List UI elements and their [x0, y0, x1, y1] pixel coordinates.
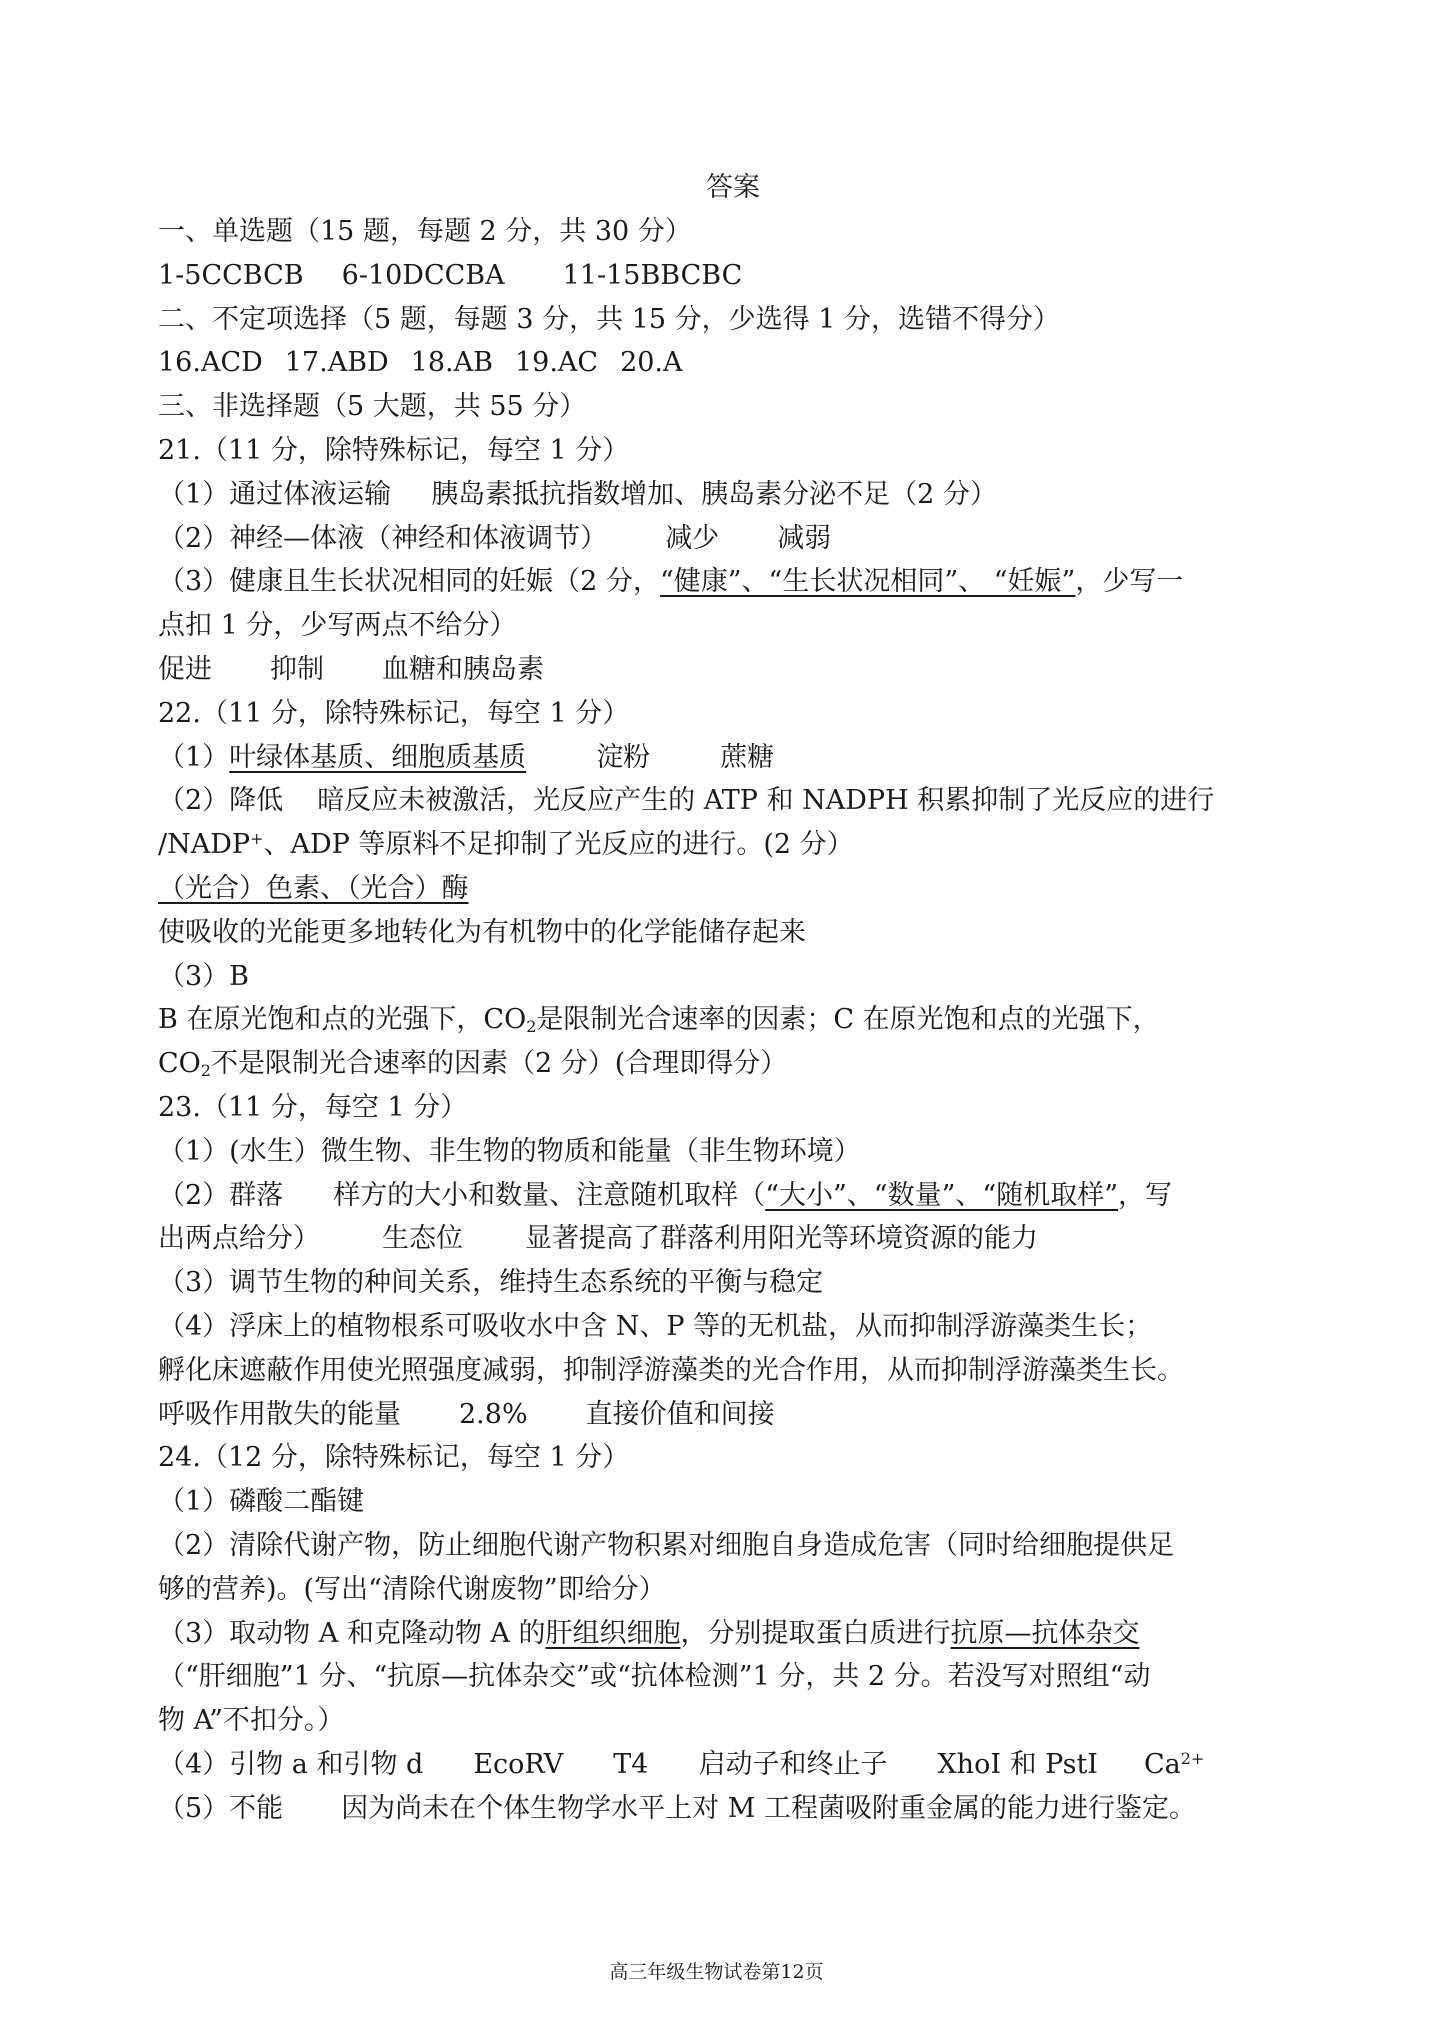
q23-p4-answer-c: 直接价值和间接	[585, 1398, 775, 1430]
q23-p2-text-tail: ，写	[1118, 1179, 1173, 1211]
q21-p3-underlined-keywords: “健康”、“生长状况相同”、 “妊娠”	[659, 566, 1076, 598]
page-footer: 高三年级生物试卷第12页	[609, 1961, 824, 1983]
q23-p4-answer-b: 2.8%	[459, 1398, 528, 1430]
q24-p3-underlined-method: 抗原—抗体杂交	[950, 1617, 1140, 1649]
q24-p3-underlined-cells: 肝组织细胞	[545, 1617, 681, 1649]
q22-p1-label: （1）	[158, 741, 230, 773]
q22-p2-answer-a: （2）降低	[158, 785, 284, 817]
q24-part-1: （1）磷酸二酯键	[158, 1486, 365, 1518]
q23-heading: 23.（11 分，每空 1 分）	[158, 1091, 468, 1123]
q21-p3-answer-b: 抑制	[270, 653, 324, 685]
q21-part-3-cont: 点扣 1 分，少写两点不给分）	[158, 610, 517, 642]
answer-body	[158, 166, 1298, 1830]
q22-p3-co: CO	[158, 1048, 201, 1080]
q21-p1-answer-b: 胰岛素抵抗指数增加、胰岛素分泌不足（2 分）	[431, 478, 997, 510]
q21-part-3-answers	[158, 648, 1298, 692]
q24-p4-answer-e: XhoI 和 PstI	[937, 1748, 1098, 1780]
q23-p2-answer-d: 显著提高了群落利用阳光等环境资源的能力	[525, 1223, 1038, 1255]
q22-part-1	[158, 736, 1298, 780]
q24-p4-answer-a: （4）引物 a 和引物 d	[158, 1748, 424, 1780]
q21-p2-answer-a: （2）神经—体液（神经和体液调节）	[158, 522, 608, 554]
section-heading-multi-choice: 二、不定项选择（5 题，每题 3 分，共 15 分，少选得 1 分，选错不得分）	[158, 303, 1060, 335]
q24-part-2-cont: 够的营养)。(写出“清除代谢废物”即给分）	[158, 1573, 666, 1605]
section-heading-single-choice: 一、单选题（15 题，每题 2 分，共 30 分）	[158, 216, 692, 247]
q21-p2-answer-c: 减弱	[777, 522, 832, 554]
q22-p2-nadp-charge: +	[250, 829, 264, 849]
answer-17: 17.ABD	[284, 347, 389, 379]
q24-part-5	[158, 1787, 1298, 1831]
q22-p2-answer-b: 暗反应未被激活，光反应产生的 ATP 和 NADPH 积累抑制了光反应的进行	[317, 785, 1215, 817]
q24-p3-text-a: （3）取动物 A 和克隆动物 A 的	[158, 1617, 546, 1649]
q24-p4-calcium-charge: 2+	[1180, 1748, 1205, 1768]
q22-part-3-explain-cont	[158, 1042, 1298, 1086]
q23-part-4-answers	[158, 1393, 1298, 1437]
q22-p3-text-a: B 在原光饱和点的光强下，CO	[158, 1004, 527, 1036]
q23-part-4-cont: 孵化床遮蔽作用使光照强度减弱，抑制浮游藻类的光合作用，从而抑制浮游藻类生长。	[158, 1354, 1184, 1386]
q23-p2-underlined-keywords: “大小”、“数量”、“随机取样”	[765, 1179, 1119, 1211]
answer-16: 16.ACD	[158, 347, 263, 379]
q22-p2-text-tail: 、ADP 等原料不足抑制了光反应的进行。(2 分）	[263, 829, 854, 861]
q24-part-3-note: （“肝细胞”1 分、“抗原—抗体杂交”或“抗体检测”1 分，共 2 分。若没写对照组“动	[158, 1661, 1151, 1693]
q22-part-2	[158, 779, 1298, 823]
q22-p3-subscript-2: 2	[200, 1061, 211, 1081]
q24-part-3	[158, 1612, 1298, 1656]
q22-p2-nadp: /NADP	[158, 829, 251, 861]
q24-part-3-note-cont: 物 A”不扣分。）	[158, 1705, 345, 1737]
page-title: 答案	[706, 172, 760, 203]
q21-part-1	[158, 473, 1298, 517]
q24-heading: 24.（12 分，除特殊标记，每空 1 分）	[158, 1442, 630, 1474]
q23-p2-answer-c: 生态位	[382, 1223, 463, 1255]
q24-p3-text-b: ，分别提取蛋白质进行	[680, 1617, 951, 1649]
q21-part-3	[158, 560, 1298, 604]
q21-p3-text: （3）健康且生长状况相同的妊娠（2 分，	[158, 566, 660, 598]
q24-p4-answer-f: Ca	[1143, 1748, 1181, 1780]
answer-6-10: 6-10DCCBA	[341, 259, 505, 291]
q23-part-2-cont	[158, 1217, 1298, 1261]
q22-part-2-answer-c	[158, 867, 1298, 911]
q23-part-3: （3）调节生物的种间关系，维持生态系统的平衡与稳定	[158, 1267, 824, 1299]
single-choice-answers	[158, 254, 1298, 298]
q22-p3-text-b: 是限制光合速率的因素；C 在原光饱和点的光强下，	[536, 1004, 1160, 1036]
q21-p3-answer-c: 血糖和胰岛素	[382, 653, 544, 685]
q23-p2-answer-a: （2）群落	[158, 1179, 284, 1211]
q22-part-2-cont	[158, 823, 1298, 867]
q21-p2-answer-b: 减少	[665, 522, 720, 554]
q23-part-4: （4）浮床上的植物根系可吸收水中含 N、P 等的无机盐，从而抑制浮游藻类生长；	[158, 1310, 1153, 1342]
q22-part-3-explain	[158, 998, 1298, 1042]
q23-part-2	[158, 1174, 1298, 1218]
q24-p5-answer-a: （5）不能	[158, 1792, 284, 1824]
q21-p3-text-tail: ，少写一	[1075, 566, 1184, 598]
q24-p4-answer-d: 启动子和终止子	[698, 1748, 888, 1780]
q22-part-3: （3）B	[158, 960, 250, 992]
q23-p4-answer-a: 呼吸作用散失的能量	[158, 1398, 401, 1430]
q22-p3-text-c: 不是限制光合速率的因素（2 分）(合理即得分）	[210, 1048, 788, 1080]
q22-p3-subscript: 2	[526, 1017, 537, 1037]
answer-1-5: 1-5CCBCB	[158, 259, 304, 291]
q21-p3-answer-a: 促进	[158, 653, 212, 685]
q24-part-4	[158, 1743, 1298, 1787]
q21-p1-answer-a: （1）通过体液运输	[158, 478, 392, 510]
q22-p1-answer-b: 淀粉	[596, 741, 651, 773]
q24-p4-answer-c: T4	[613, 1748, 649, 1780]
answer-19: 19.AC	[514, 347, 599, 379]
q22-p2-pigment-enzyme: （光合）色素、（光合）酶	[158, 872, 469, 904]
q24-part-2: （2）清除代谢产物，防止细胞代谢产物积累对细胞自身造成危害（同时给细胞提供足	[158, 1529, 1175, 1561]
section-heading-non-choice: 三、非选择题（5 大题，共 55 分）	[158, 391, 587, 423]
q21-part-2	[158, 517, 1298, 561]
q23-part-1: （1）(水生）微生物、非生物的物质和能量（非生物环境）	[158, 1135, 861, 1167]
answer-18: 18.AB	[410, 347, 493, 379]
q22-p1-answer-c: 蔗糖	[720, 741, 775, 773]
q23-p2-answer-b: 样方的大小和数量、注意随机取样（	[333, 1179, 766, 1211]
q22-part-2-answer-d: 使吸收的光能更多地转化为有机物中的化学能储存起来	[158, 916, 806, 948]
q22-heading: 22.（11 分，除特殊标记，每空 1 分）	[158, 697, 630, 729]
answer-11-15: 11-15BBCBC	[562, 259, 743, 291]
answer-20: 20.A	[620, 347, 683, 379]
q24-p5-answer-b: 因为尚未在个体生物学水平上对 M 工程菌吸附重金属的能力进行鉴定。	[341, 1792, 1196, 1824]
q24-p4-answer-b: EcoRV	[473, 1748, 564, 1780]
multi-choice-answers	[158, 341, 1298, 385]
q21-heading: 21.（11 分，除特殊标记，每空 1 分）	[158, 434, 630, 466]
q23-p2-cont-text: 出两点给分）	[158, 1223, 320, 1255]
q22-p1-answer-a: 叶绿体基质、细胞质基质	[229, 741, 527, 773]
